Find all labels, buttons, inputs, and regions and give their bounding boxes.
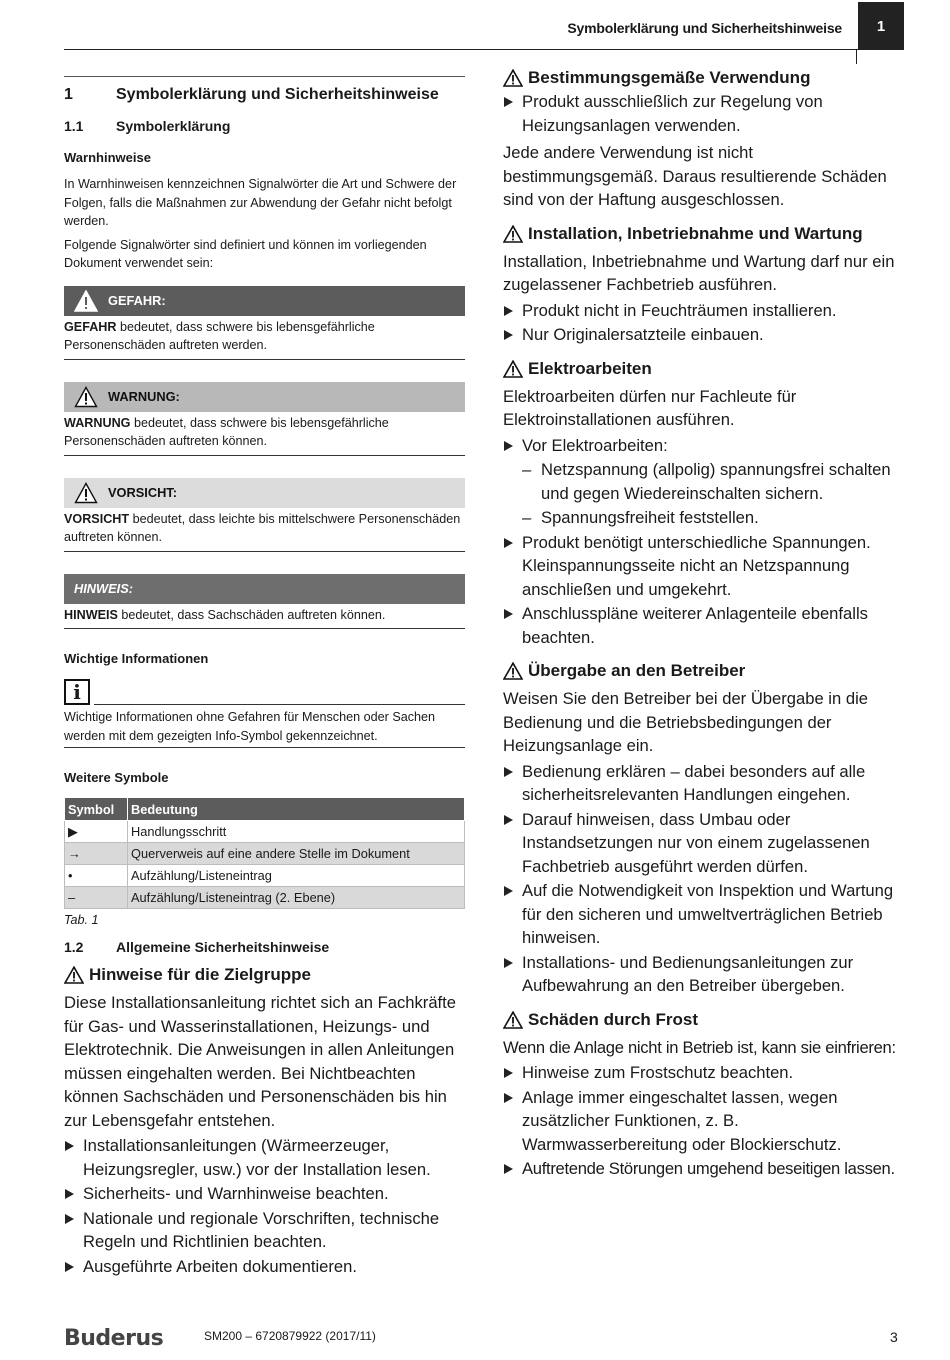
bestimmung-heading: [503, 68, 905, 88]
uebergabe-body: [503, 687, 905, 758]
frost-steps: [503, 1061, 905, 1181]
warning-triangle-icon: [64, 966, 84, 984]
signal-bar: [64, 382, 465, 412]
elektro-title: Elektroarbeiten: [528, 358, 652, 378]
warning-triangle-icon: [503, 1011, 523, 1029]
list-item: Sicherheits- und Warnhinweise beachten.: [64, 1182, 465, 1206]
installation-title: Installation, Inbetriebnahme und Wartung: [528, 223, 863, 243]
section-top-rule: [64, 76, 465, 77]
table-cell-meaning: Querverweis auf eine andere Stelle im Dokument: [128, 843, 465, 865]
elektro-text: Elektroarbeiten dürfen nur Fachleute für Elektroinstallationen ausführen.: [503, 386, 797, 429]
elektro-heading: [503, 359, 905, 379]
signal-description: [64, 316, 465, 360]
signal-warnung: [64, 382, 465, 456]
chapter-number: 1: [64, 86, 73, 103]
list-item: Produkt nicht in Feuchträumen installieren.: [503, 299, 905, 323]
header-tick: [856, 50, 857, 64]
symbol-table: [64, 797, 465, 909]
table-cell-symbol: •: [65, 865, 128, 887]
section-title: Allgemeine Sicherheitshinweise: [116, 939, 330, 955]
table-header-bedeutung: Bedeutung: [128, 798, 465, 821]
frost-title: Schäden durch Frost: [528, 1009, 699, 1029]
list-item: Auftretende Störungen umgehend beseitigen lassen.: [503, 1157, 905, 1181]
list-item-text: Vor Elektroarbeiten:: [522, 435, 668, 455]
zielgruppe-text: Diese Installationsanleitung richtet sich an Fachkräfte für Gas- und Wasserinstallationen, Heizungs- und Elektrotechnik. Die Anweisungen in allen Anleitungen müssen eingehalten werden. Bei Nichtbeachten können Sachschäden und Personenschäden bis hin zur Lebensgefahr entstehen.: [64, 993, 457, 1130]
section-heading-1-1: [64, 118, 465, 134]
signal-label: WARNUNG:: [108, 389, 180, 404]
warnhinweise-heading: Warnhinweise: [64, 150, 151, 165]
list-item: Auf die Notwendigkeit von Inspektion und Wartung für den sicheren und umweltverträglichen Betrieb hinweisen.: [503, 879, 905, 950]
warn-paragraph-2: Folgende Signalwörter sind definiert und können im vorliegenden Dokument verwendet sein:: [64, 237, 427, 270]
signal-description: [64, 508, 465, 552]
running-header-title: Symbolerklärung und Sicherheitshinweise: [567, 20, 842, 36]
table-cell-meaning: Handlungsschritt: [128, 821, 465, 843]
list-item: Darauf hinweisen, dass Umbau oder Instandsetzungen nur von einem zugelassenen Fachbetrieb ausgeführt werden dürfen.: [503, 808, 905, 879]
warning-triangle-icon: [503, 225, 523, 243]
info-block: [64, 679, 465, 705]
warning-triangle-icon: [64, 386, 108, 408]
zielgruppe-body: [64, 991, 465, 1132]
table-row: [65, 887, 465, 909]
signal-description: [64, 412, 465, 456]
installation-text: Installation, Inbetriebnahme und Wartung darf nur ein zugelassener Fachbetrieb ausführen.: [503, 251, 895, 294]
signal-bar: [64, 478, 465, 508]
list-item: Anlage immer eingeschaltet lassen, wegen zusätzlicher Funktionen, z. B. Warmwasserbereitung oder Blockierschutz.: [503, 1086, 905, 1157]
table-cell-symbol: ▶: [65, 821, 128, 843]
signal-word: GEFAHR: [64, 319, 117, 334]
frost-heading: [503, 1010, 905, 1030]
signal-vorsicht: [64, 478, 465, 552]
section-title: Symbolerklärung: [116, 118, 231, 134]
info-rule: [94, 704, 465, 705]
installation-body: [503, 250, 905, 297]
bestimmung-title: Bestimmungsgemäße Verwendung: [528, 68, 811, 87]
table-row: [65, 865, 465, 887]
chapter-title: Symbolerklärung und Sicherheitshinweise: [116, 86, 439, 103]
list-item: [503, 434, 905, 530]
table-caption: Tab. 1: [64, 913, 99, 927]
info-text: Wichtige Informationen ohne Gefahren für Menschen oder Sachen werden mit dem gezeigten Info-Symbol gekennzeichnet.: [64, 705, 465, 748]
table-header-symbol: Symbol: [65, 798, 128, 821]
signal-bar: HINWEIS:: [64, 574, 465, 604]
warning-triangle-icon: [503, 360, 523, 378]
zielgruppe-title: Hinweise für die Zielgruppe: [89, 965, 311, 984]
table-header-row: [65, 798, 465, 821]
list-item: Installationsanleitungen (Wärmeerzeuger, Heizungsregler, usw.) vor der Installation lesen.: [64, 1134, 465, 1181]
zielgruppe-heading: [64, 965, 465, 985]
uebergabe-title: Übergabe an den Betreiber: [528, 661, 746, 680]
signal-text: bedeutet, dass schwere bis lebensgefährliche Personenschäden auftreten können.: [64, 415, 389, 448]
signal-text: bedeutet, dass Sachschäden auftreten können.: [117, 607, 386, 622]
signal-text: bedeutet, dass schwere bis lebensgefährliche Personenschäden auftreten werden.: [64, 319, 375, 352]
signal-text: bedeutet, dass leichte bis mittelschwere Personenschäden auftreten können.: [64, 511, 461, 544]
signal-word: HINWEIS: [64, 607, 118, 622]
bestimmung-steps: [503, 90, 905, 137]
chapter-tab: 1: [858, 2, 904, 50]
section-heading-1-2: [64, 939, 465, 955]
installation-heading: [503, 224, 905, 244]
list-item: Hinweise zum Frostschutz beachten.: [503, 1061, 905, 1085]
list-item: Produkt benötigt unterschiedliche Spannungen. Kleinspannungsseite nicht an Netzspannung anschließen und umgekehrt.: [503, 531, 905, 602]
right-column: [503, 68, 905, 1181]
list-item: Anschlusspläne weiterer Anlagenteile ebenfalls beachten.: [503, 602, 905, 649]
uebergabe-text: Weisen Sie den Betreiber bei der Übergabe in die Bedienung und die Betriebsbedingungen der Heizungsanlage ein.: [503, 689, 868, 755]
uebergabe-heading: [503, 661, 905, 681]
frost-text: Wenn die Anlage nicht in Betrieb ist, kann sie einfrieren:: [503, 1037, 896, 1057]
signal-label: VORSICHT:: [108, 485, 177, 500]
signal-gefahr: [64, 286, 465, 360]
table-row: [65, 843, 465, 865]
bestimmung-body: [503, 141, 905, 212]
list-item: Produkt ausschließlich zur Regelung von Heizungsanlagen verwenden.: [503, 90, 905, 137]
elektro-steps: [503, 434, 905, 650]
document-reference: SM200 – 6720879922 (2017/11): [204, 1329, 376, 1343]
table-cell-meaning: Aufzählung/Listeneintrag (2. Ebene): [128, 887, 465, 909]
signal-word: VORSICHT: [64, 511, 130, 526]
warn-paragraph-1: In Warnhinweisen kennzeichnen Signalwörter die Art und Schwere der Folgen, falls die Maßnahmen zur Abwendung der Gefahr nicht befolgt werden.: [64, 177, 457, 228]
list-item: Bedienung erklären – dabei besonders auf alle sicherheitsrelevanten Handlungen eingehen.: [503, 760, 905, 807]
list-item: Installations- und Bedienungsanleitungen zur Aufbewahrung an den Betreiber übergeben.: [503, 951, 905, 998]
warning-triangle-icon: [64, 290, 108, 312]
uebergabe-steps: [503, 760, 905, 998]
signal-label: GEFAHR:: [108, 293, 166, 308]
wichtige-informationen-heading: Wichtige Informationen: [64, 651, 209, 666]
sub-list: [522, 458, 905, 530]
sub-list-item: – Netzspannung (allpolig) spannungsfrei schalten und gegen Wiedereinschalten sichern.: [522, 458, 905, 505]
installation-steps: [503, 299, 905, 347]
brand-logo: Buderus: [64, 1326, 164, 1351]
sub-list-item: – Spannungsfreiheit feststellen.: [522, 506, 905, 530]
page-number: 3: [890, 1329, 898, 1345]
table-cell-symbol: →: [65, 843, 128, 865]
list-item: Nationale und regionale Vorschriften, technische Regeln und Richtlinien beachten.: [64, 1207, 465, 1254]
signal-word: WARNUNG: [64, 415, 131, 430]
signal-bar: [64, 286, 465, 316]
elektro-body: [503, 385, 905, 432]
left-column: [64, 76, 465, 1278]
warning-triangle-icon: [503, 662, 523, 680]
signal-description: [64, 604, 465, 630]
chapter-heading: [64, 86, 465, 104]
table-row: [65, 821, 465, 843]
warning-triangle-icon: [503, 69, 523, 87]
table-cell-symbol: –: [65, 887, 128, 909]
info-icon: i: [64, 679, 90, 705]
signal-hinweis: [64, 574, 465, 630]
table-cell-meaning: Aufzählung/Listeneintrag: [128, 865, 465, 887]
zielgruppe-steps: [64, 1134, 465, 1278]
section-number: 1.1: [64, 118, 84, 134]
weitere-symbole-heading: Weitere Symbole: [64, 770, 169, 785]
section-number: 1.2: [64, 939, 84, 955]
list-item: Ausgeführte Arbeiten dokumentieren.: [64, 1255, 465, 1279]
bestimmung-text: Jede andere Verwendung ist nicht bestimmungsgemäß. Daraus resultierende Schäden sind von der Haftung ausgeschlossen.: [503, 143, 887, 209]
frost-body: [503, 1036, 905, 1060]
warning-triangle-icon: [64, 482, 108, 504]
list-item: Nur Originalersatzteile einbauen.: [503, 323, 905, 347]
header-rule: [64, 49, 858, 50]
